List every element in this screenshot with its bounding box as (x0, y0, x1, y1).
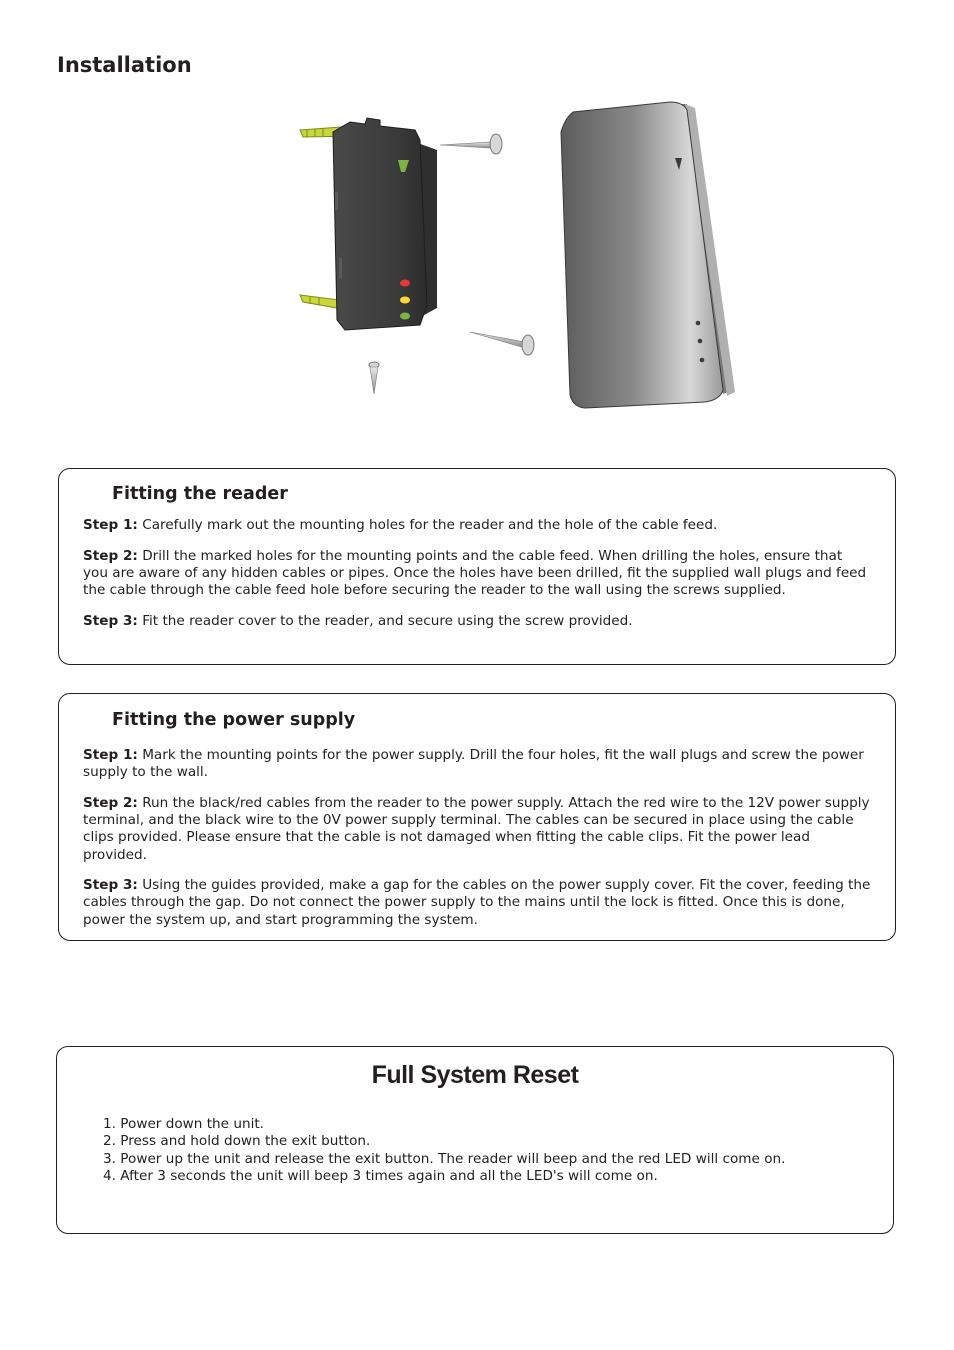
reader-cover (561, 102, 735, 408)
step-text: Mark the mounting points for the power supply. Drill the four holes, fit the wall plugs and screw the power supply to the wall. (83, 747, 864, 781)
step-label: Step 2: (83, 794, 138, 811)
reader-body (333, 118, 437, 330)
step-label: Step 3: (83, 612, 138, 629)
reset-title: Full System Reset (371, 1061, 579, 1089)
fitting-power-panel (58, 693, 896, 941)
reset-steps (103, 1116, 873, 1186)
reset-panel (56, 1046, 894, 1234)
fitting-reader-panel (58, 468, 896, 665)
step-label: Step 3: (83, 877, 138, 894)
reset-step-2: 2. Press and hold down the exit button. (103, 1133, 371, 1150)
step-text: Run the black/red cables from the reader to the power supply. Attach the red wire to the 12V power supply terminal, and the black wire to the 0V power supply terminal. The cables can be secured in place using the cable clips provided. Please ensure that the cable is not damaged when fitting the cable clips. Fit the power lead provided. (83, 794, 870, 863)
fitting-reader-steps (83, 517, 871, 644)
screw-small (369, 362, 379, 394)
reset-step-4: 4. After 3 seconds the unit will beep 3 times again and all the LED's will come on. (103, 1168, 658, 1185)
reset-step-3: 3. Power up the unit and release the exit button. The reader will beep and the red LED will come on. (103, 1150, 786, 1167)
screw-top (440, 134, 502, 154)
installation-illustration (215, 80, 755, 465)
fitting-reader-heading: Fitting the reader (112, 484, 288, 504)
reader-step-2 (83, 548, 871, 600)
fitting-power-steps (83, 747, 871, 942)
step-text: Drill the marked holes for the mounting points and the cable feed. When drilling the holes, ensure that you are aware of any hidden cables or pipes. Once the holes have been drilled, fit the supplied wall plugs and feed the cable through the cable feed hole before securing the reader to the wall using the screws supplied. (83, 547, 867, 599)
step-text: Fit the reader cover to the reader, and secure using the screw provided. (137, 612, 633, 629)
reset-step-1: 1. Power down the unit. (103, 1116, 265, 1132)
fitting-power-heading: Fitting the power supply (112, 710, 356, 730)
step-label: Step 1: (83, 747, 138, 763)
reader-step-1 (83, 517, 871, 534)
step-text: Using the guides provided, make a gap for the cables on the power supply cover. Fit the cover, feeding the cables through the gap. Do not connect the power supply to the mains until the lock is fitted. Once this is done, power the system up, and start programming the system. (83, 877, 871, 928)
step-label: Step 2: (83, 547, 138, 564)
step-text: Carefully mark out the mounting holes for the reader and the hole of the cable feed. (137, 517, 718, 533)
power-step-3 (83, 877, 871, 929)
page-title: Installation (57, 53, 192, 77)
screw-middle (470, 332, 534, 355)
reader-step-3 (83, 613, 871, 630)
power-step-1 (83, 747, 871, 781)
power-step-2 (83, 795, 871, 864)
step-label: Step 1: (83, 517, 138, 533)
